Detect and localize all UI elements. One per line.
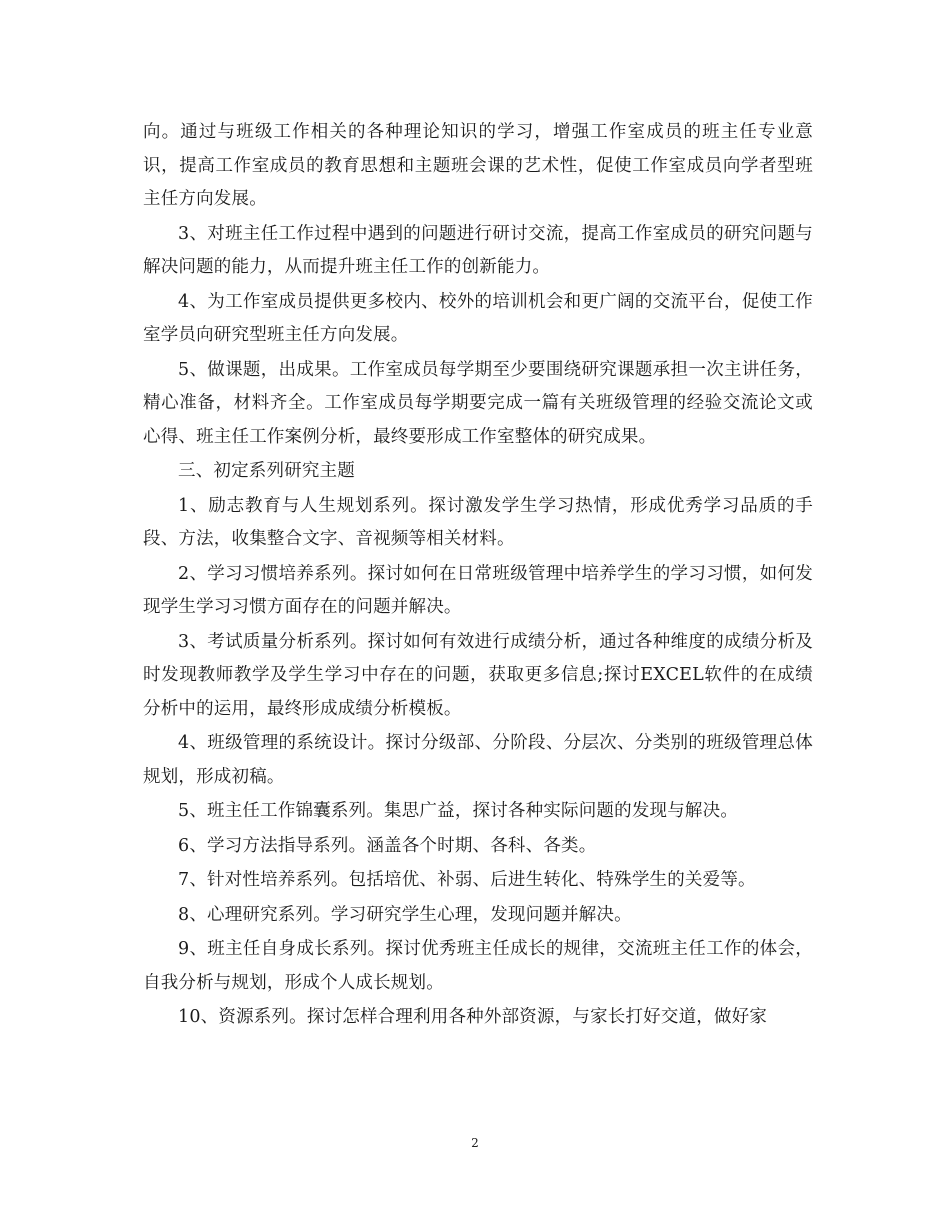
page-number: 2 [471, 1136, 479, 1150]
paragraph-topic-4: 4、班级管理的系统设计。探讨分级部、分阶段、分层次、分类别的班级管理总体规划，形成初稿。 [143, 733, 813, 787]
paragraph-topic-1: 1、励志教育与人生规划系列。探讨激发学生学习热情，形成优秀学习品质的手段、方法，收集整合文字、音视频等相关材料。 [143, 495, 813, 549]
paragraph-topic-6: 6、学习方法指导系列。涵盖各个时期、各科、各类。 [178, 835, 597, 856]
paragraph-continuation: 向。通过与班级工作相关的各种理论知识的学习，增强工作室成员的班主任专业意识，提高工作室成员的教育思想和主题班会课的艺术性，促使工作室成员向学者型班主任方向发展。 [143, 122, 813, 209]
paragraph-item-3-discussion: 3、对班主任工作过程中遇到的问题进行研讨交流，提高工作室成员的研究问题与解决问题的能力，从而提升班主任工作的创新能力。 [143, 223, 813, 277]
paragraph-item-5-research-results: 5、做课题，出成果。工作室成员每学期至少要围绕研究课题承担一次主讲任务，精心准备，材料齐全。工作室成员每学期要完成一篇有关班级管理的经验交流论文或心得、班主任工作案例分析，最终要形成工作室整体的研究成果。 [143, 359, 813, 447]
paragraph-topic-5: 5、班主任工作锦囊系列。集思广益，探讨各种实际问题的发现与解决。 [178, 801, 739, 821]
paragraph-topic-10: 10、资源系列。探讨怎样合理利用各种外部资源，与家长打好交道，做好家 [178, 1007, 768, 1027]
paragraph-topic-7: 7、针对性培养系列。包括培优、补弱、后进生转化、特殊学生的关爱等。 [178, 870, 756, 890]
section-heading-research-topics: 三、初定系列研究主题 [178, 461, 355, 481]
document-body [143, 116, 813, 1036]
paragraph-topic-3: 3、考试质量分析系列。探讨如何有效进行成绩分析，通过各种维度的成绩分析及时发现教师教学及学生学习中存在的问题，获取更多信息;探讨EXCEL软件的在成绩分析中的运用，最终形成成绩分析模板。 [143, 631, 813, 719]
paragraph-item-4-training: 4、为工作室成员提供更多校内、校外的培训机会和更广阔的交流平台，促使工作室学员向研究型班主任方向发展。 [143, 291, 813, 345]
paragraph-topic-2: 2、学习习惯培养系列。探讨如何在日常班级管理中培养学生的学习习惯，如何发现学生学习习惯方面存在的问题并解决。 [143, 563, 813, 617]
paragraph-topic-9: 9、班主任自身成长系列。探讨优秀班主任成长的规律，交流班主任工作的体会，自我分析与规划，形成个人成长规划。 [143, 939, 813, 993]
paragraph-topic-8: 8、心理研究系列。学习研究学生心理，发现问题并解决。 [178, 904, 632, 925]
